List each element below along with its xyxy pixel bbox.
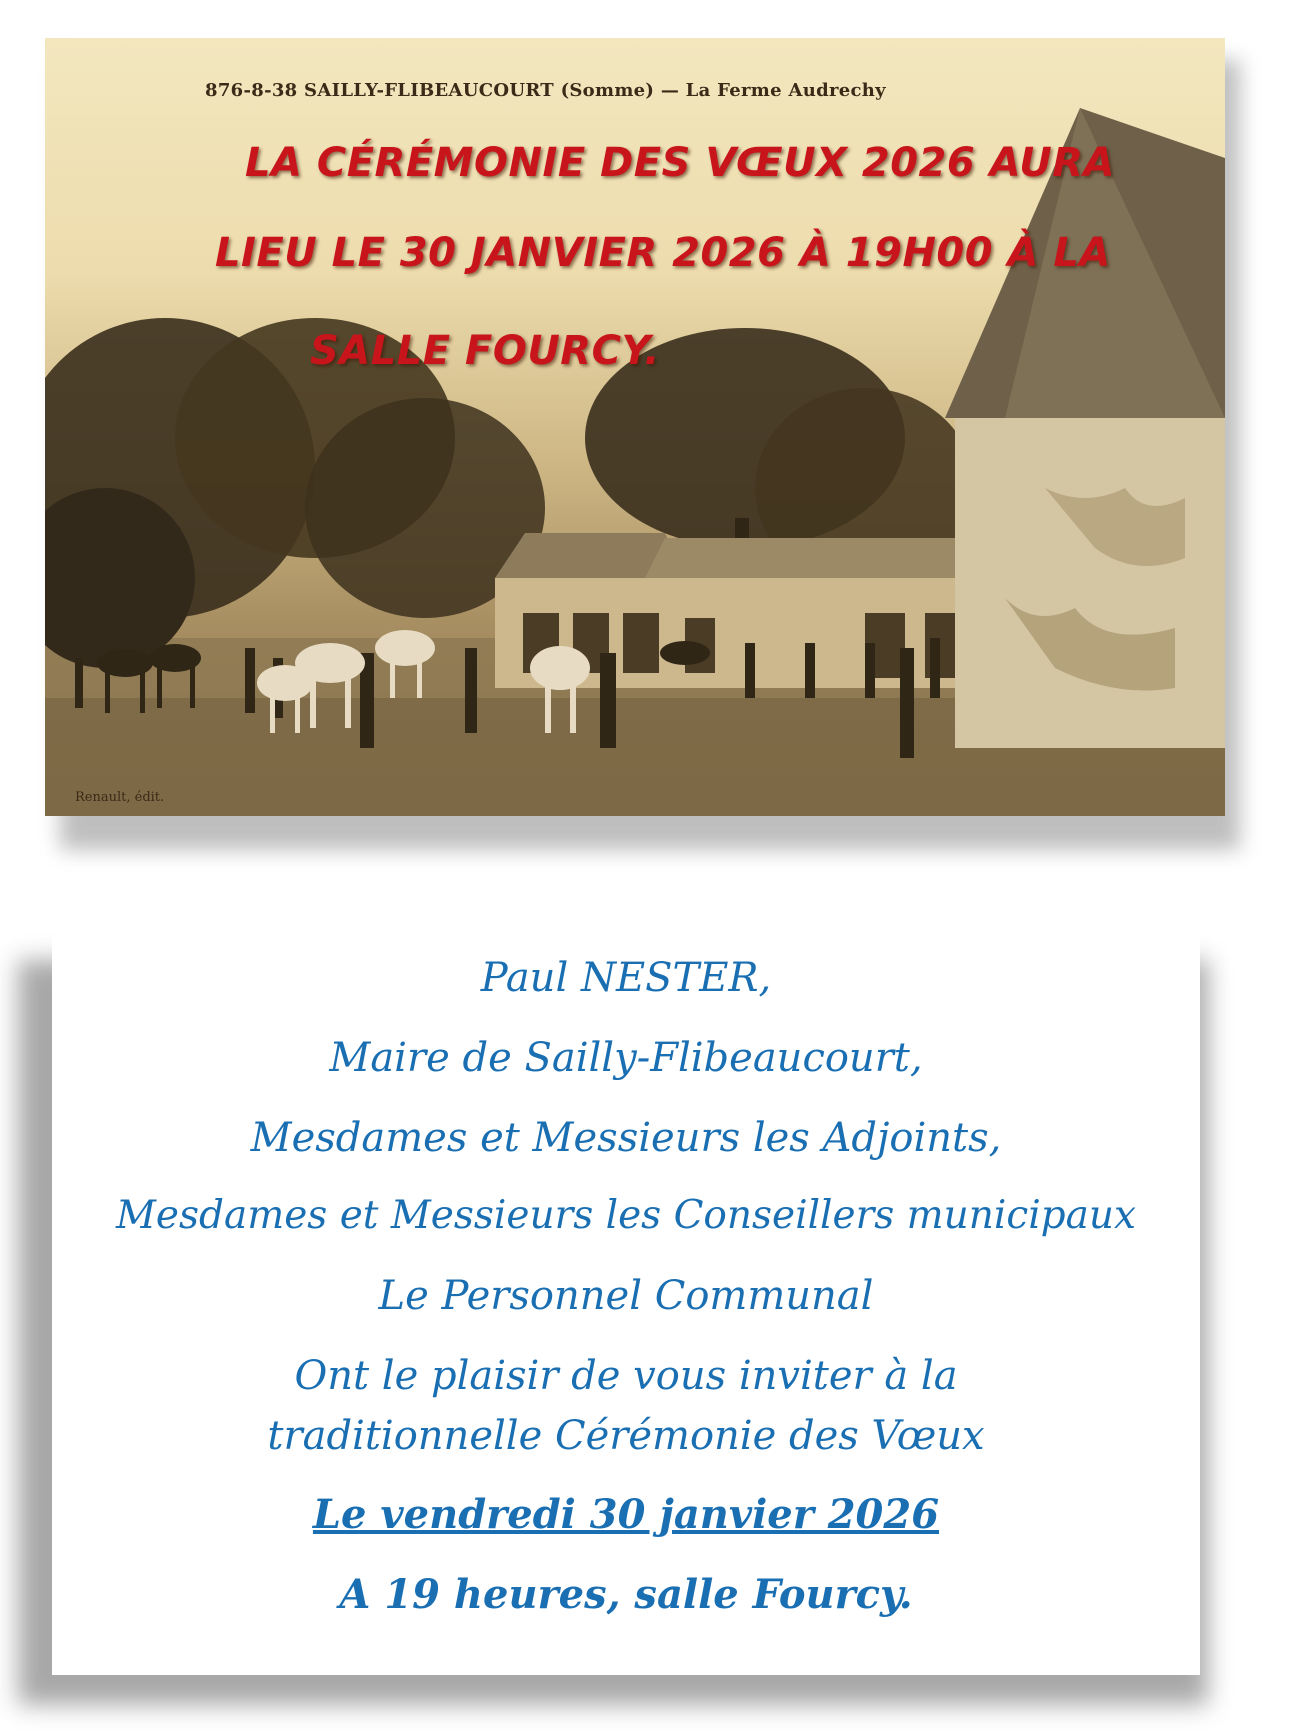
invitation-card [52, 935, 1200, 1675]
postcard-image [45, 38, 1225, 816]
invitation-adjoints: Mesdames et Messieurs les Adjoints, [250, 1115, 1002, 1161]
postcard-caption: 876-8-38 SAILLY-FLIBEAUCOURT (Somme) — La Ferme Audrechy [205, 80, 886, 101]
invitation-conseillers: Mesdames et Messieurs les Conseillers municipaux [115, 1193, 1137, 1238]
invitation-time-place: A 19 heures, salle Fourcy. [339, 1571, 913, 1618]
invitation-message-line-2: traditionnelle Cérémonie des Vœux [267, 1413, 985, 1459]
invitation-message-line-1: Ont le plaisir de vous inviter à la [294, 1353, 958, 1399]
headline-line-3: SALLE FOURCY. [310, 328, 660, 374]
invitation-personnel: Le Personnel Communal [378, 1273, 874, 1319]
invitation-host-title: Maire de Sailly-Flibeaucourt, [329, 1035, 923, 1081]
headline-line-2: LIEU LE 30 JANVIER 2026 À 19H00 À LA [215, 230, 1111, 276]
postcard-editor-mark: Renault, édit. [75, 790, 165, 805]
headline-line-1: LA CÉRÉMONIE DES VŒUX 2026 AURA [245, 140, 1116, 186]
invitation-date: Le vendredi 30 janvier 2026 [312, 1491, 940, 1538]
invitation-host-name: Paul NESTER, [480, 955, 772, 1001]
